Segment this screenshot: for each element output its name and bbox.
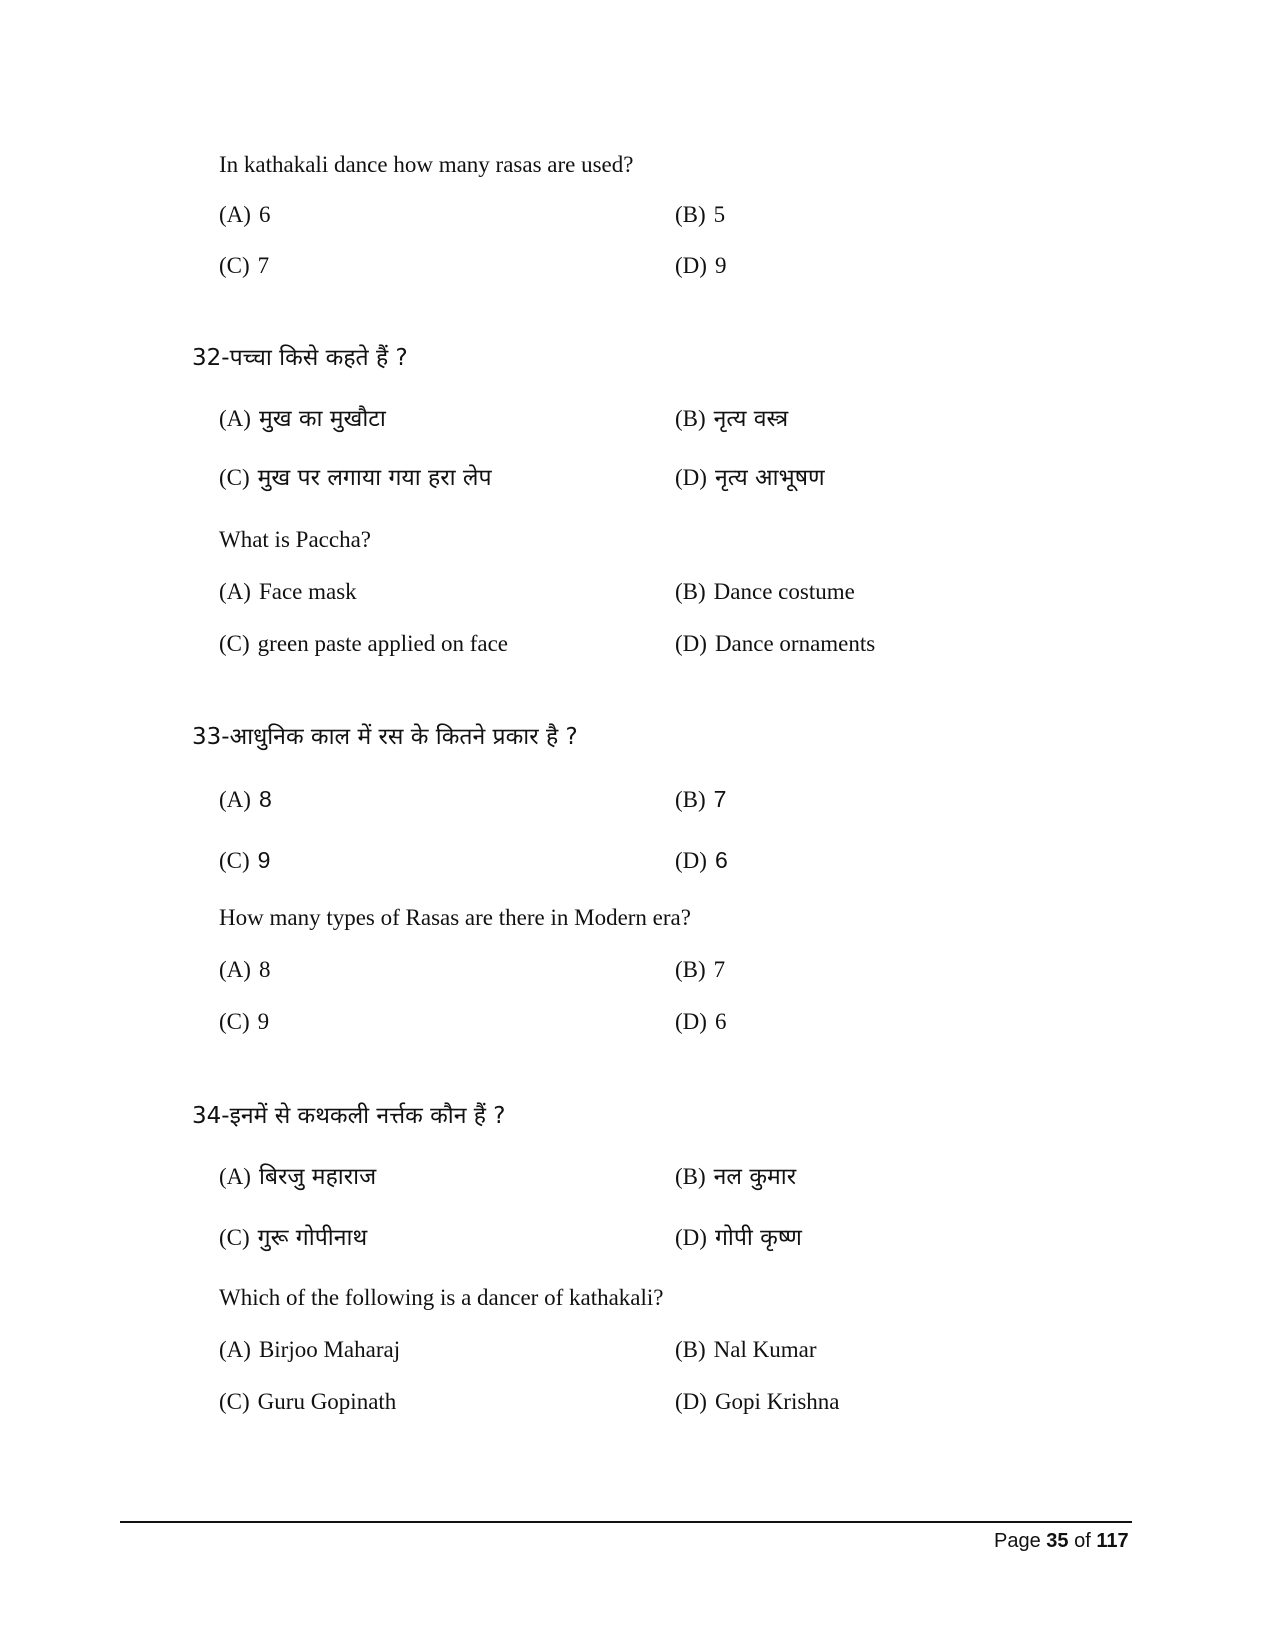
option-label: (B) [675,1164,706,1189]
q32-en-option-d [675,629,875,659]
q32-hi-option-a [219,404,386,434]
option-label: (D) [675,253,707,278]
option-label: (A) [219,202,251,227]
option-label: (B) [675,957,706,982]
option-text: Gopi Krishna [714,1389,840,1414]
option-text: Dance costume [713,579,855,604]
option-text: Face mask [258,579,357,604]
option-text: 7 [713,786,727,812]
option-label: (C) [219,1389,250,1414]
option-text: 6 [714,847,728,873]
option-label: (A) [219,406,251,431]
q34-en-option-d [675,1387,840,1417]
total-pages: 117 [1096,1530,1129,1552]
option-label: (D) [675,465,707,490]
q31-en-option-b [675,200,725,230]
q34-hi-option-a [219,1162,376,1192]
option-text: गोपी कृष्ण [714,1225,802,1251]
q32-en-option-a [219,577,357,607]
page-number [994,1528,1129,1554]
option-label: (C) [219,1009,250,1034]
option-label: (D) [675,1009,707,1034]
q33-en-option-c [219,1007,269,1037]
option-text: 6 [258,202,271,227]
option-label: (A) [219,957,251,982]
option-label: (B) [675,1337,706,1362]
q31-en-option-c [219,251,269,281]
question-31-stem-en: In kathakali dance how many rasas are used? [219,152,634,177]
q33-hi-option-c [219,845,270,876]
option-text: 7 [257,253,270,278]
option-label: (A) [219,1164,251,1189]
footer-rule [120,1521,1132,1523]
option-label: (C) [219,1225,250,1250]
option-text: 6 [714,1009,727,1034]
option-text: नृत्य आभूषण [714,465,825,491]
q32-hi-option-d [675,463,825,493]
option-text: 8 [258,957,271,982]
q32-en-option-b [675,577,855,607]
option-text: मुख पर लगाया गया हरा लेप [257,465,492,491]
q34-en-option-c [219,1387,396,1417]
option-text: नल कुमार [713,1164,797,1190]
option-label: (D) [675,1389,707,1414]
q33-en-option-d [675,1007,726,1037]
option-label: (D) [675,848,707,873]
option-text: मुख का मुखौटा [258,406,386,432]
question-32-stem-en: What is Paccha? [219,527,371,552]
current-page: 35 [1046,1530,1069,1552]
question-34-stem-hi: 34-इनमें से कथकली नर्त्तक कौन हैं ? [192,1103,506,1129]
option-text: Birjoo Maharaj [258,1337,401,1362]
q34-hi-option-d [675,1223,802,1253]
option-label: (B) [675,787,706,812]
option-label: (B) [675,202,706,227]
option-label: (D) [675,1225,707,1250]
option-label: (A) [219,1337,251,1362]
option-text: Guru Gopinath [257,1389,397,1414]
q33-en-option-b [675,955,725,985]
option-text: 9 [257,1009,270,1034]
option-text: बिरजु महाराज [258,1164,377,1190]
q33-hi-option-d [675,845,728,876]
q34-en-option-b [675,1335,817,1365]
option-text: 9 [714,253,727,278]
question-33-stem-hi: 33-आधुनिक काल में रस के कितने प्रकार है ? [192,724,578,750]
q32-hi-option-c [219,463,492,493]
q34-en-option-a [219,1335,400,1365]
q34-hi-option-c [219,1223,367,1253]
option-text: 9 [257,847,271,873]
option-label: (D) [675,631,707,656]
question-34-stem-en: Which of the following is a dancer of kathakali? [219,1285,664,1310]
q33-hi-option-b [675,784,726,815]
q34-hi-option-b [675,1162,796,1192]
option-text: 8 [258,786,272,812]
option-text: नृत्य वस्त्र [713,406,789,432]
q32-en-option-c [219,629,508,659]
q31-en-option-a [219,200,270,230]
option-text: गुरू गोपीनाथ [257,1225,368,1251]
option-label: (B) [675,406,706,431]
option-label: (A) [219,579,251,604]
option-text: 5 [713,202,726,227]
option-text: Dance ornaments [714,631,876,656]
page-word: Page [994,1530,1041,1552]
q33-en-option-a [219,955,270,985]
q31-en-option-d [675,251,726,281]
option-text: Nal Kumar [713,1337,817,1362]
question-32-stem-hi: 32-पच्चा किसे कहते हैं ? [192,345,408,371]
option-label: (C) [219,848,250,873]
q32-hi-option-b [675,404,788,434]
option-label: (C) [219,631,250,656]
option-label: (C) [219,465,250,490]
option-label: (C) [219,253,250,278]
q33-hi-option-a [219,784,272,815]
option-label: (B) [675,579,706,604]
option-text: green paste applied on face [257,631,508,656]
option-text: 7 [713,957,726,982]
of-word: of [1074,1530,1091,1552]
question-33-stem-en: How many types of Rasas are there in Modern era? [219,905,691,930]
option-label: (A) [219,787,251,812]
